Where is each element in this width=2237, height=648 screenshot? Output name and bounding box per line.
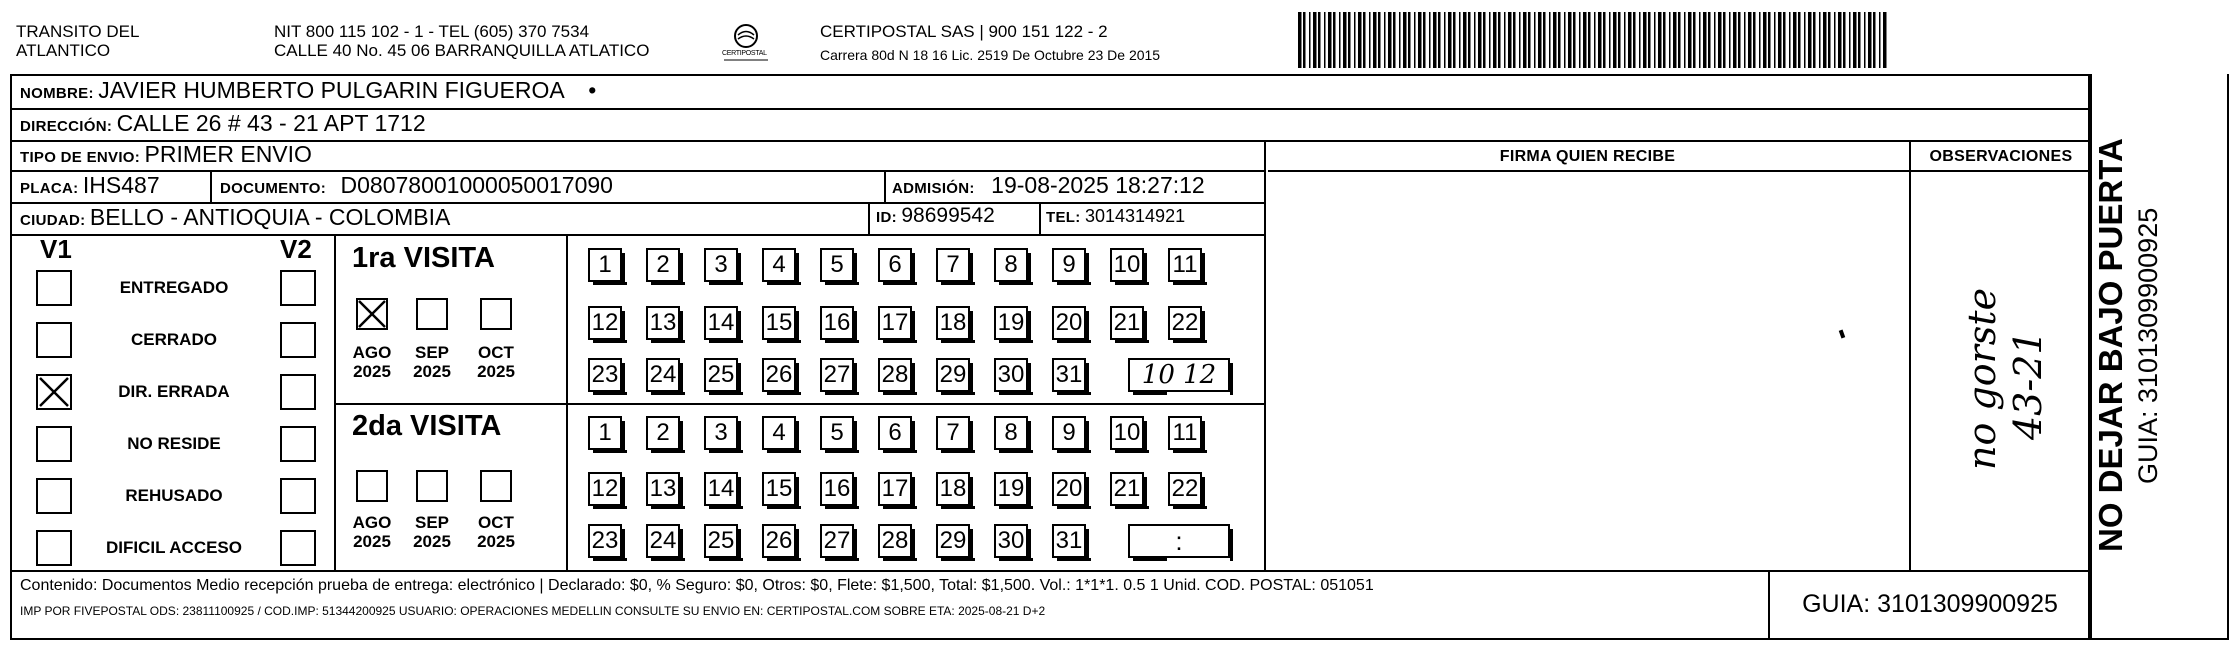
barcode-bar [1688, 12, 1692, 68]
barcode-bar [1783, 12, 1786, 68]
barcode-bar [1834, 12, 1836, 68]
day-box[interactable]: 29 [936, 524, 970, 558]
barcode-bar [1853, 12, 1857, 68]
barcode-bar [1663, 12, 1666, 68]
v2-checkbox[interactable] [280, 478, 316, 514]
barcode-bar [1348, 12, 1351, 68]
barcode-bar [1768, 12, 1771, 68]
day-box[interactable]: 17 [878, 306, 912, 340]
address-label: DIRECCIÓN: [20, 118, 113, 135]
barcode-bar [1339, 12, 1341, 68]
v1-checkbox[interactable] [36, 530, 72, 566]
day-box[interactable]: 13 [646, 472, 680, 506]
barcode-bar [1453, 12, 1456, 68]
barcode-bar [1318, 12, 1321, 68]
v2-checkbox[interactable] [280, 530, 316, 566]
v1-checkbox[interactable] [36, 322, 72, 358]
barcode-bar [1399, 12, 1401, 68]
v1-checkbox[interactable] [36, 426, 72, 462]
barcode-bar [1868, 12, 1872, 68]
day-box[interactable]: 5 [820, 416, 854, 450]
barcode-bar [1474, 12, 1476, 68]
day-box[interactable]: 28 [878, 358, 912, 392]
month-year: 2025 [353, 532, 391, 551]
v1-label: V1 [40, 234, 72, 264]
barcode-bar [1498, 12, 1501, 68]
v1-checkbox[interactable] [36, 270, 72, 306]
month-checkbox[interactable] [480, 470, 512, 502]
barcode-bar [1303, 12, 1306, 68]
day-box[interactable]: 13 [646, 306, 680, 340]
month-label: AGO [352, 513, 392, 532]
id-cell [876, 204, 995, 228]
barcode-bar [1703, 12, 1707, 68]
barcode-bar [1489, 12, 1491, 68]
day-box[interactable]: 1 [588, 416, 622, 450]
month-year: 2025 [413, 532, 451, 551]
month-year: 2025 [413, 362, 451, 381]
v2-checkbox[interactable] [280, 322, 316, 358]
name-row [20, 77, 596, 104]
day-box[interactable]: 19 [994, 472, 1028, 506]
month-label: AGO [352, 343, 392, 362]
barcode-bar [1778, 12, 1782, 68]
barcode-bar [1553, 12, 1557, 68]
day-box[interactable]: 2 [646, 248, 680, 282]
barcode-bar [1744, 12, 1746, 68]
day-box[interactable]: 12 [588, 472, 622, 506]
month-label: OCT [478, 513, 514, 532]
day-box[interactable]: 15 [762, 472, 796, 506]
time-box[interactable]: 10 12 [1128, 358, 1230, 392]
barcode-bar [1598, 12, 1602, 68]
barcode-bar [1669, 12, 1671, 68]
day-box[interactable]: 3 [704, 416, 738, 450]
document-value: D08078001000050017090 [340, 172, 613, 198]
month-label: OCT [478, 343, 514, 362]
day-box[interactable]: 21 [1110, 306, 1144, 340]
tel-value: 3014314921 [1084, 206, 1186, 226]
agency-name-line2: ATLANTICO [16, 41, 111, 60]
plate-label: PLACA: [20, 180, 79, 197]
day-box[interactable]: 27 [820, 358, 854, 392]
month-checkbox[interactable] [416, 298, 448, 330]
observations-header: OBSERVACIONES [1929, 148, 2073, 165]
barcode-bar [1624, 12, 1626, 68]
id-value: 98699542 [901, 204, 995, 227]
barcode-bar [1708, 12, 1711, 68]
document-cell [220, 172, 613, 199]
barcode-bar [1774, 12, 1776, 68]
agency-address: CALLE 40 No. 45 06 BARRANQUILLA ATLATICO [274, 41, 650, 60]
admission-value: 19-08-2025 18:27:12 [991, 172, 1205, 198]
month-label: SEP [414, 513, 450, 532]
status-label: REHUSADO [125, 486, 223, 505]
day-box[interactable]: 11 [1168, 416, 1202, 450]
day-box[interactable]: 17 [878, 472, 912, 506]
barcode-bar [1508, 12, 1512, 68]
v1-checkbox[interactable] [36, 478, 72, 514]
tel-cell [1046, 206, 1185, 227]
barcode-bar [1583, 12, 1587, 68]
barcode-bar [1468, 12, 1471, 68]
side-notice: NO DEJAR BAJO PUERTA [2092, 138, 2129, 552]
barcode-bar [1628, 12, 1632, 68]
barcode-bar [1418, 12, 1422, 68]
month-label: SEP [414, 343, 450, 362]
day-box[interactable]: 30 [994, 358, 1028, 392]
first-visit-title: 1ra VISITA [352, 242, 495, 274]
signature-header: FIRMA QUIEN RECIBE [1499, 148, 1676, 165]
barcode-bar [1448, 12, 1452, 68]
day-box[interactable]: 21 [1110, 472, 1144, 506]
type-label: TIPO DE ENVIO: [20, 149, 141, 166]
v2-checkbox[interactable] [280, 426, 316, 462]
barcode-bar [1804, 12, 1806, 68]
barcode-bar [1534, 12, 1536, 68]
status-label: ENTREGADO [119, 278, 229, 297]
barcode-bar [1823, 12, 1827, 68]
agency-name-line1: TRANSITO DEL [16, 22, 140, 41]
day-box[interactable]: 19 [994, 306, 1028, 340]
day-box[interactable]: 24 [646, 524, 680, 558]
v1-checkbox[interactable] [36, 374, 72, 410]
barcode-bar [1718, 12, 1722, 68]
plate-value: IHS487 [82, 172, 160, 198]
admission-cell [892, 172, 1205, 199]
status-label: CERRADO [131, 330, 217, 349]
day-box[interactable]: 4 [762, 248, 796, 282]
month-checkbox[interactable] [356, 470, 388, 502]
barcode-bar [1373, 12, 1377, 68]
barcode-bar [1693, 12, 1696, 68]
day-box[interactable]: 22 [1168, 306, 1202, 340]
barcode-bar [1609, 12, 1611, 68]
month-checkbox[interactable] [480, 298, 512, 330]
day-box[interactable]: 14 [704, 472, 738, 506]
barcode-bar [1858, 12, 1861, 68]
city-cell [20, 204, 450, 231]
name-label: NOMBRE: [20, 85, 94, 102]
v2-checkbox[interactable] [280, 374, 316, 410]
barcode-bar [1429, 12, 1431, 68]
day-box[interactable]: 9 [1052, 416, 1086, 450]
barcode-bar [1658, 12, 1662, 68]
barcode-bar [1633, 12, 1636, 68]
barcode-bar [1603, 12, 1606, 68]
day-box[interactable]: 7 [936, 248, 970, 282]
day-box[interactable]: 26 [762, 358, 796, 392]
day-box[interactable]: 31 [1052, 358, 1086, 392]
day-box[interactable]: 10 [1110, 416, 1144, 450]
day-box[interactable]: 30 [994, 524, 1028, 558]
type-value: PRIMER ENVIO [144, 141, 312, 167]
certipostal-logo [716, 22, 776, 66]
city-label: CIUDAD: [20, 212, 86, 229]
barcode-bar [1843, 12, 1846, 68]
month-year: 2025 [477, 362, 515, 381]
barcode-bar [1849, 12, 1851, 68]
barcode-bar [1883, 12, 1887, 68]
type-row [20, 141, 312, 168]
day-box[interactable]: 22 [1168, 472, 1202, 506]
barcode-bar [1618, 12, 1621, 68]
day-box[interactable]: 5 [820, 248, 854, 282]
day-box[interactable]: 12 [588, 306, 622, 340]
barcode-bar [1369, 12, 1371, 68]
barcode-bar [1354, 12, 1356, 68]
day-box[interactable]: 16 [820, 306, 854, 340]
day-box[interactable]: 18 [936, 472, 970, 506]
barcode-bar [1459, 12, 1461, 68]
barcode-bar [1753, 12, 1756, 68]
month-year: 2025 [477, 532, 515, 551]
id-label: ID: [876, 209, 897, 226]
day-box[interactable]: 26 [762, 524, 796, 558]
logo-text: CERTIPOSTAL [722, 50, 767, 57]
address-value: CALLE 26 # 43 - 21 APT 1712 [116, 110, 426, 136]
barcode-bar [1378, 12, 1381, 68]
day-box[interactable]: 31 [1052, 524, 1086, 558]
barcode-bar [1483, 12, 1486, 68]
status-label: DIR. ERRADA [118, 382, 230, 401]
barcode-bar [1573, 12, 1576, 68]
day-box[interactable]: 24 [646, 358, 680, 392]
day-box[interactable]: 16 [820, 472, 854, 506]
barcode-bar [1748, 12, 1752, 68]
barcode-bar [1558, 12, 1561, 68]
barcode-bar [1438, 12, 1441, 68]
barcode-bar [1328, 12, 1332, 68]
barcode-bar [1579, 12, 1581, 68]
barcode-bar [1333, 12, 1336, 68]
city-value: BELLO - ANTIOQUIA - COLOMBIA [89, 204, 451, 230]
barcode-bar [1643, 12, 1647, 68]
day-box[interactable]: 20 [1052, 472, 1086, 506]
barcode-bar [1759, 12, 1761, 68]
barcode-bar [1384, 12, 1386, 68]
day-box[interactable]: 20 [1052, 306, 1086, 340]
day-box[interactable]: 15 [762, 306, 796, 340]
barcode-bar [1714, 12, 1716, 68]
barcode-bar [1613, 12, 1617, 68]
barcode-bar [1493, 12, 1497, 68]
barcode-bar [1564, 12, 1566, 68]
side-guide: GUIA: 3101309900925 [2133, 207, 2163, 484]
name-value: JAVIER HUMBERTO PULGARIN FIGUEROA [98, 77, 565, 103]
barcode-bar [1393, 12, 1396, 68]
barcode-bar [1504, 12, 1506, 68]
barcode-bar [1513, 12, 1516, 68]
barcode-bar [1654, 12, 1656, 68]
barcode-bar [1729, 12, 1731, 68]
barcode-bar [1723, 12, 1726, 68]
barcode-bar [1309, 12, 1311, 68]
barcode-bar [1519, 12, 1521, 68]
barcode-bar [1444, 12, 1446, 68]
status-label: NO RESIDE [127, 434, 221, 453]
month-year: 2025 [353, 362, 391, 381]
footer-print-line: IMP POR FIVEPOSTAL ODS: 23811100925 / COD.IMP: 51344200925 USUARIO: OPERACIONES MEDELLIN CONSULTE SU ENVIO EN: CERTIPOSTAL.COM SOBRE ETA: 2025-08-21 D+2 [20, 604, 1046, 618]
barcode-bar [1403, 12, 1407, 68]
day-box[interactable]: 10 [1110, 248, 1144, 282]
day-box[interactable]: 6 [878, 248, 912, 282]
time-box[interactable]: : [1128, 524, 1230, 558]
barcode-bar [1813, 12, 1816, 68]
admission-label: ADMISIÓN: [892, 180, 975, 197]
tel-label: TEL: [1046, 209, 1081, 226]
barcode [1298, 12, 1890, 68]
barcode-bar [1363, 12, 1366, 68]
address-row [20, 110, 426, 137]
v2-checkbox[interactable] [280, 270, 316, 306]
handwritten-note-line2: 43-21 [2006, 330, 2050, 440]
day-box[interactable]: 18 [936, 306, 970, 340]
day-box[interactable]: 14 [704, 306, 738, 340]
barcode-bar [1463, 12, 1467, 68]
day-box[interactable]: 4 [762, 416, 796, 450]
barcode-bar [1789, 12, 1791, 68]
barcode-bar [1838, 12, 1842, 68]
barcode-bar [1873, 12, 1876, 68]
barcode-bar [1733, 12, 1737, 68]
barcode-bar [1819, 12, 1821, 68]
day-box[interactable]: 25 [704, 524, 738, 558]
second-visit-title: 2da VISITA [352, 410, 502, 442]
barcode-bar [1588, 12, 1591, 68]
barcode-bar [1798, 12, 1801, 68]
courier-license: Carrera 80d N 18 16 Lic. 2519 De Octubre 23 De 2015 [820, 47, 1161, 63]
day-box[interactable]: 3 [704, 248, 738, 282]
v2-label: V2 [280, 234, 312, 264]
day-box[interactable]: 27 [820, 524, 854, 558]
barcode-bar [1808, 12, 1812, 68]
barcode-bar [1528, 12, 1531, 68]
barcode-bar [1549, 12, 1551, 68]
barcode-bar [1763, 12, 1767, 68]
barcode-bar [1358, 12, 1362, 68]
barcode-bar [1793, 12, 1797, 68]
day-box[interactable]: 23 [588, 358, 622, 392]
courier-info: CERTIPOSTAL SAS | 900 151 122 - 2 [820, 22, 1108, 41]
month-checkbox[interactable] [356, 298, 388, 330]
day-box[interactable]: 8 [994, 416, 1028, 450]
barcode-bar [1538, 12, 1542, 68]
day-box[interactable]: 7 [936, 416, 970, 450]
day-box[interactable]: 29 [936, 358, 970, 392]
day-box[interactable]: 1 [588, 248, 622, 282]
handwritten-note-line1: no gorste [1960, 287, 2004, 470]
barcode-bar [1828, 12, 1831, 68]
barcode-bar [1343, 12, 1347, 68]
footer-guide: GUIA: 3101309900925 [1802, 590, 2058, 618]
barcode-bar [1298, 12, 1302, 68]
day-box[interactable]: 8 [994, 248, 1028, 282]
day-box[interactable]: 6 [878, 416, 912, 450]
footer-contents: Contenido: Documentos Medio recepción prueba de entrega: electrónico | Declarado: $0, % Seguro: $0, Otros: $0, Flete: $1,500, Total: $1,500. Vol.: 1*1*1. 0.5 1 Unid. COD. POSTAL: 051051 [20, 577, 1374, 594]
document-label: DOCUMENTO: [220, 180, 327, 197]
month-checkbox[interactable] [416, 470, 448, 502]
barcode-bar [1408, 12, 1411, 68]
barcode-bar [1594, 12, 1596, 68]
plate-cell [20, 172, 160, 199]
day-box[interactable]: 23 [588, 524, 622, 558]
barcode-bar [1543, 12, 1546, 68]
barcode-bar [1423, 12, 1426, 68]
barcode-bar [1684, 12, 1686, 68]
barcode-bar [1433, 12, 1437, 68]
barcode-bar [1523, 12, 1527, 68]
barcode-bar [1478, 12, 1482, 68]
agency-nit: NIT 800 115 102 - 1 - TEL (605) 370 7534 [274, 22, 590, 41]
barcode-bar [1388, 12, 1392, 68]
bullet-mark: • [569, 77, 597, 103]
status-label: DIFICIL ACCESO [105, 538, 242, 557]
barcode-bar [1673, 12, 1677, 68]
day-box[interactable]: 9 [1052, 248, 1086, 282]
barcode-bar [1639, 12, 1641, 68]
barcode-bar [1568, 12, 1572, 68]
barcode-bar [1324, 12, 1326, 68]
barcode-bar [1313, 12, 1317, 68]
barcode-bar [1678, 12, 1681, 68]
day-box[interactable]: 11 [1168, 248, 1202, 282]
day-box[interactable]: 2 [646, 416, 680, 450]
barcode-bar [1414, 12, 1416, 68]
barcode-bar [1738, 12, 1741, 68]
barcode-bar [1699, 12, 1701, 68]
barcode-bar [1648, 12, 1651, 68]
barcode-bar [1864, 12, 1866, 68]
day-box[interactable]: 25 [704, 358, 738, 392]
day-box[interactable]: 28 [878, 524, 912, 558]
barcode-bar [1879, 12, 1881, 68]
